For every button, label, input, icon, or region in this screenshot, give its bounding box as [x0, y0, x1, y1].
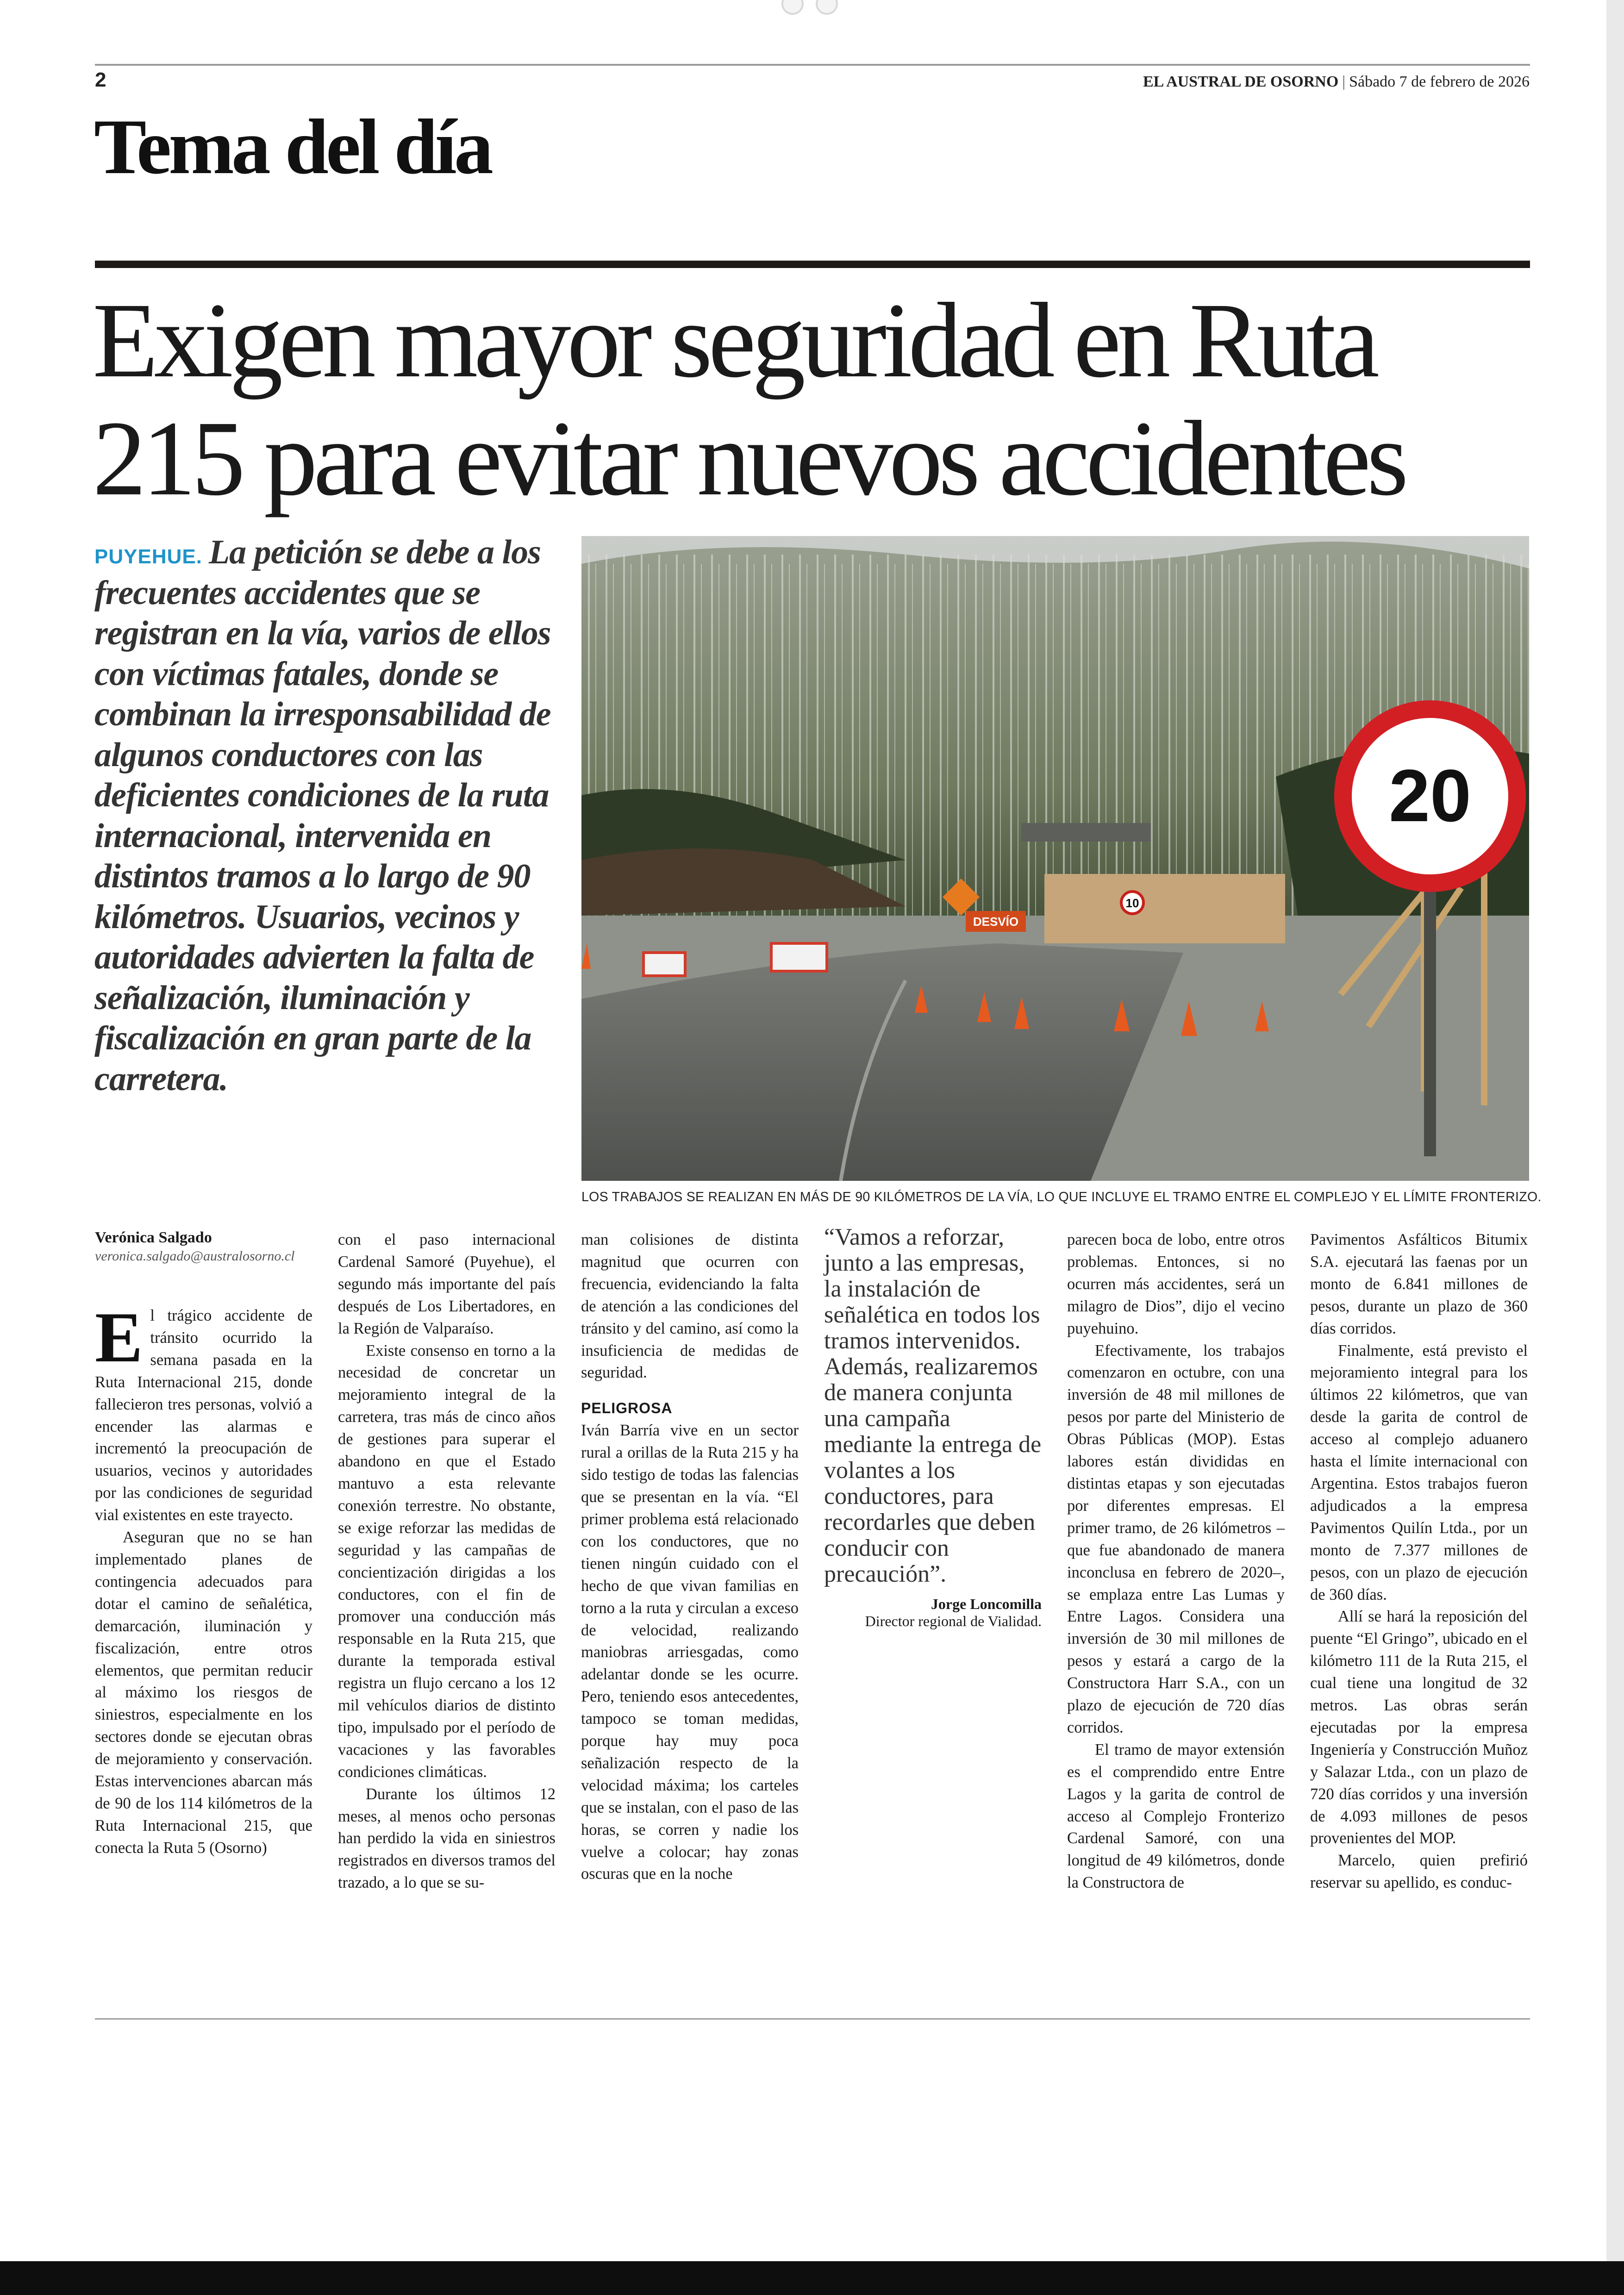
- masthead: [1143, 73, 1530, 91]
- body-paragraph: Allí se hará la reposición del puente “El Gringo”, ubicado en el kilómetro 111 de la Ruta 215, el cual tiene una longitud de 32 metros. Las obras serán ejecutadas por la empresa Ingeniería y Construcción Muñoz y Salazar Ltda., con un plazo de 720 días corridos y una inversión de 4.093 millones de pesos provenientes del MOP.: [1310, 1608, 1528, 1847]
- viewer-bottom-bar: [0, 2261, 1624, 2295]
- drop-cap: E: [95, 1297, 143, 1377]
- column-1: [95, 1229, 312, 1859]
- column-2: [338, 1229, 556, 1894]
- speed-limit-sign-text: 20: [1389, 754, 1471, 837]
- header-rule: [95, 64, 1530, 66]
- pull-quote-author: Jorge Loncomilla: [931, 1596, 1042, 1612]
- footer-rule: [95, 2018, 1530, 2020]
- byline-email[interactable]: veronica.salgado@australosorno.cl: [95, 1248, 295, 1264]
- body-paragraph: Marcelo, quien prefirió reservar su apellido, es conduc-: [1310, 1852, 1528, 1892]
- publication-date: Sábado 7 de febrero de 2026: [1349, 73, 1530, 90]
- nav-next-dot[interactable]: [816, 0, 838, 15]
- article-body: [95, 1224, 1530, 1909]
- body-paragraph: Aseguran que no se han implementado planes de contingencia adecuados para dotar el camino de señalética, demarcación, iluminación y fiscalización, entre otros elementos, que permitan reducir al máximo los riesgos de siniestros, especialmente en los sectores donde se ejecutan obras de mejoramiento y conservación. Estas intervenciones abarcan más de 90 de los 114 kilómetros de la Ruta Internacional 215, que conecta la Ruta 5 (Osorno): [95, 1528, 312, 1857]
- body-paragraph: Efectivamente, los trabajos comenzaron en octubre, con una inversión de 48 mil millones de pesos por parte del Ministerio de Obras Públicas (MOP). Estas labores están divididas en distintas etapas y son ejecutadas por diferentes empresas. El primer tramo, de 26 kilómetros –que fue abandonado de manera inconclusa en febrero de 2020–, se emplaza entre Las Lumas y Entre Lagos. Considera una inversión de 30 mil millones de pesos y estará a cargo de la Constructora Harr S.A., con un plazo de ejecución de 720 días corridos.: [1067, 1341, 1285, 1736]
- body-paragraph: Finalmente, está previsto el mejoramiento integral para los últimos 22 kilómetros, que van desde la garita de control de acceso al complejo aduanero hasta el límite internacional con Argentina. Estos trabajos fueron adjudicados a la empresa Pavimentos Quilín Ltda., por un monto de 7.377 millones de pesos, con un plazo de ejecución de 360 días.: [1310, 1341, 1528, 1603]
- body-paragraph: [95, 1297, 312, 1527]
- body-paragraph: Iván Barría vive en un sector rural a orillas de la Ruta 215 y ha sido testigo de todas las falencias que se presentan en la vía. “El primer problema está relacionado con los conductores, que no tienen ningún cuidado con el hecho de que vivan familias en torno a la ruta y circulan a exceso de velocidad, realizando maniobras arriesgadas, como adelantar donde se les ocurre. Pero, teniendo esos antecedentes, tampoco se toman medidas, porque hay muy poca señalización respecto de la velocidad máxima; los carteles que se instalan, con el paso de las horas, se corren y nadie los vuelve a colocar; hay zonas oscuras que en la noche: [581, 1422, 799, 1883]
- masthead-separator: |: [1342, 73, 1346, 90]
- body-paragraph: Durante los últimos 12 meses, al menos ocho personas han perdido la vida en siniestros registrados en diversos tramos del trazado, a lo que se su-: [338, 1785, 556, 1892]
- body-paragraph: Existe consenso en torno a la necesidad de concretar un mejoramiento integral de la carretera, tras más de cinco años de gestiones para superar el abandono en que el Estado mantuvo a esta relevante conexión terrestre. No obstante, se exige reforzar las medidas de seguridad y las campañas de concientización dirigidas a los conductores, con el fin de promover una conducción más responsable en la Ruta 215, que durante la temporada estival registra un flujo cercano a los 12 mil vehículos diarios de distinto tipo, impulsado por el período de vacaciones y las favorables condiciones climáticas.: [338, 1341, 556, 1781]
- publication-name: EL AUSTRAL DE OSORNO: [1143, 73, 1339, 90]
- headline: Exigen mayor seguridad en Ruta 215 para evitar nuevos accidentes: [93, 281, 1405, 518]
- body-paragraph: man colisiones de distinta magnitud que ocurren con frecuencia, evidenciando la falta de atención a las condiciones del tránsito y del camino, así como la insuficiencia de medidas de seguridad.: [581, 1231, 799, 1382]
- road-works-photo: [581, 536, 1529, 1181]
- pull-quote: “Vamos a reforzar, junto a las empresas, la instalación de señalética en todos los tramos intervenidos. Además, realizaremos de manera conjunta una campaña mediante la entrega de volantes a los conductores, para recordarles que deben conducir con precaución”.: [824, 1224, 1042, 1587]
- paragraph-text: l trágico accidente de tránsito ocurrido la semana pasada en la Ruta Internacional 215, donde fallecieron tres personas, volvió a encender las alarmas e incrementó la preocupación de usuarios, vecinos y autoridades por las condiciones de seguridad vial existentes en este trayecto.: [95, 1307, 312, 1524]
- pull-quote-role: Director regional de Vialidad.: [865, 1613, 1042, 1629]
- page-nav: [781, 0, 838, 15]
- body-paragraph: El tramo de mayor extensión es el comprendido entre Entre Lagos y la garita de control de acceso al Complejo Fronterizo Cardenal Samoré, con una longitud de 49 kilómetros, donde la Constructora de: [1067, 1740, 1285, 1892]
- column-5: [1067, 1229, 1285, 1894]
- section-title: Tema del día: [94, 103, 491, 190]
- lead-text: La petición se debe a los frecuentes accidentes que se registran en la vía, varios de ellos con víctimas fatales, donde se combinan la irresponsabilidad de algunos conductores con las deficientes condiciones de la ruta internacional, intervenida en distintos tramos a lo largo de 90 kilómetros. Usuarios, vecinos y autoridades advierten la falta de señalización, iluminación y fiscalización en gran parte de la carretera.: [94, 533, 551, 1098]
- lead-paragraph: [94, 532, 576, 1099]
- subhead: PELIGROSA: [581, 1400, 673, 1417]
- column-3: [581, 1229, 799, 1885]
- column-6: [1310, 1229, 1528, 1894]
- lead-dateline: PUYEHUE.: [94, 545, 202, 568]
- article-photo: [581, 536, 1529, 1181]
- small-speed-sign-text: 10: [1125, 896, 1139, 910]
- body-paragraph: Pavimentos Asfálticos Bitumix S.A. ejecutará las faenas por un monto de 6.841 millones de pesos, durante un plazo de 360 días corridos.: [1310, 1231, 1528, 1337]
- column-4-pull-quote: [824, 1224, 1042, 1630]
- body-paragraph: parecen boca de lobo, entre otros problemas. Entonces, si no ocurren más accidentes, será un milagro de Dios”, dijo el vecino puyehuino.: [1067, 1231, 1285, 1337]
- nav-prev-dot[interactable]: [781, 0, 804, 15]
- photo-caption: LOS TRABAJOS SE REALIZAN EN MÁS DE 90 KILÓMETROS DE LA VÍA, LO QUE INCLUYE EL TRAMO ENTRE EL COMPLEJO Y EL LÍMITE FRONTERIZO.: [581, 1190, 1542, 1204]
- section-rule: [95, 261, 1530, 268]
- byline-name: Verónica Salgado: [95, 1229, 212, 1246]
- detour-sign-text: DESVÍO: [973, 915, 1019, 929]
- page-number: 2: [95, 69, 106, 91]
- body-paragraph: con el paso internacional Cardenal Samoré (Puyehue), el segundo más importante del país después de Los Libertadores, en la Región de Valparaíso.: [338, 1231, 556, 1337]
